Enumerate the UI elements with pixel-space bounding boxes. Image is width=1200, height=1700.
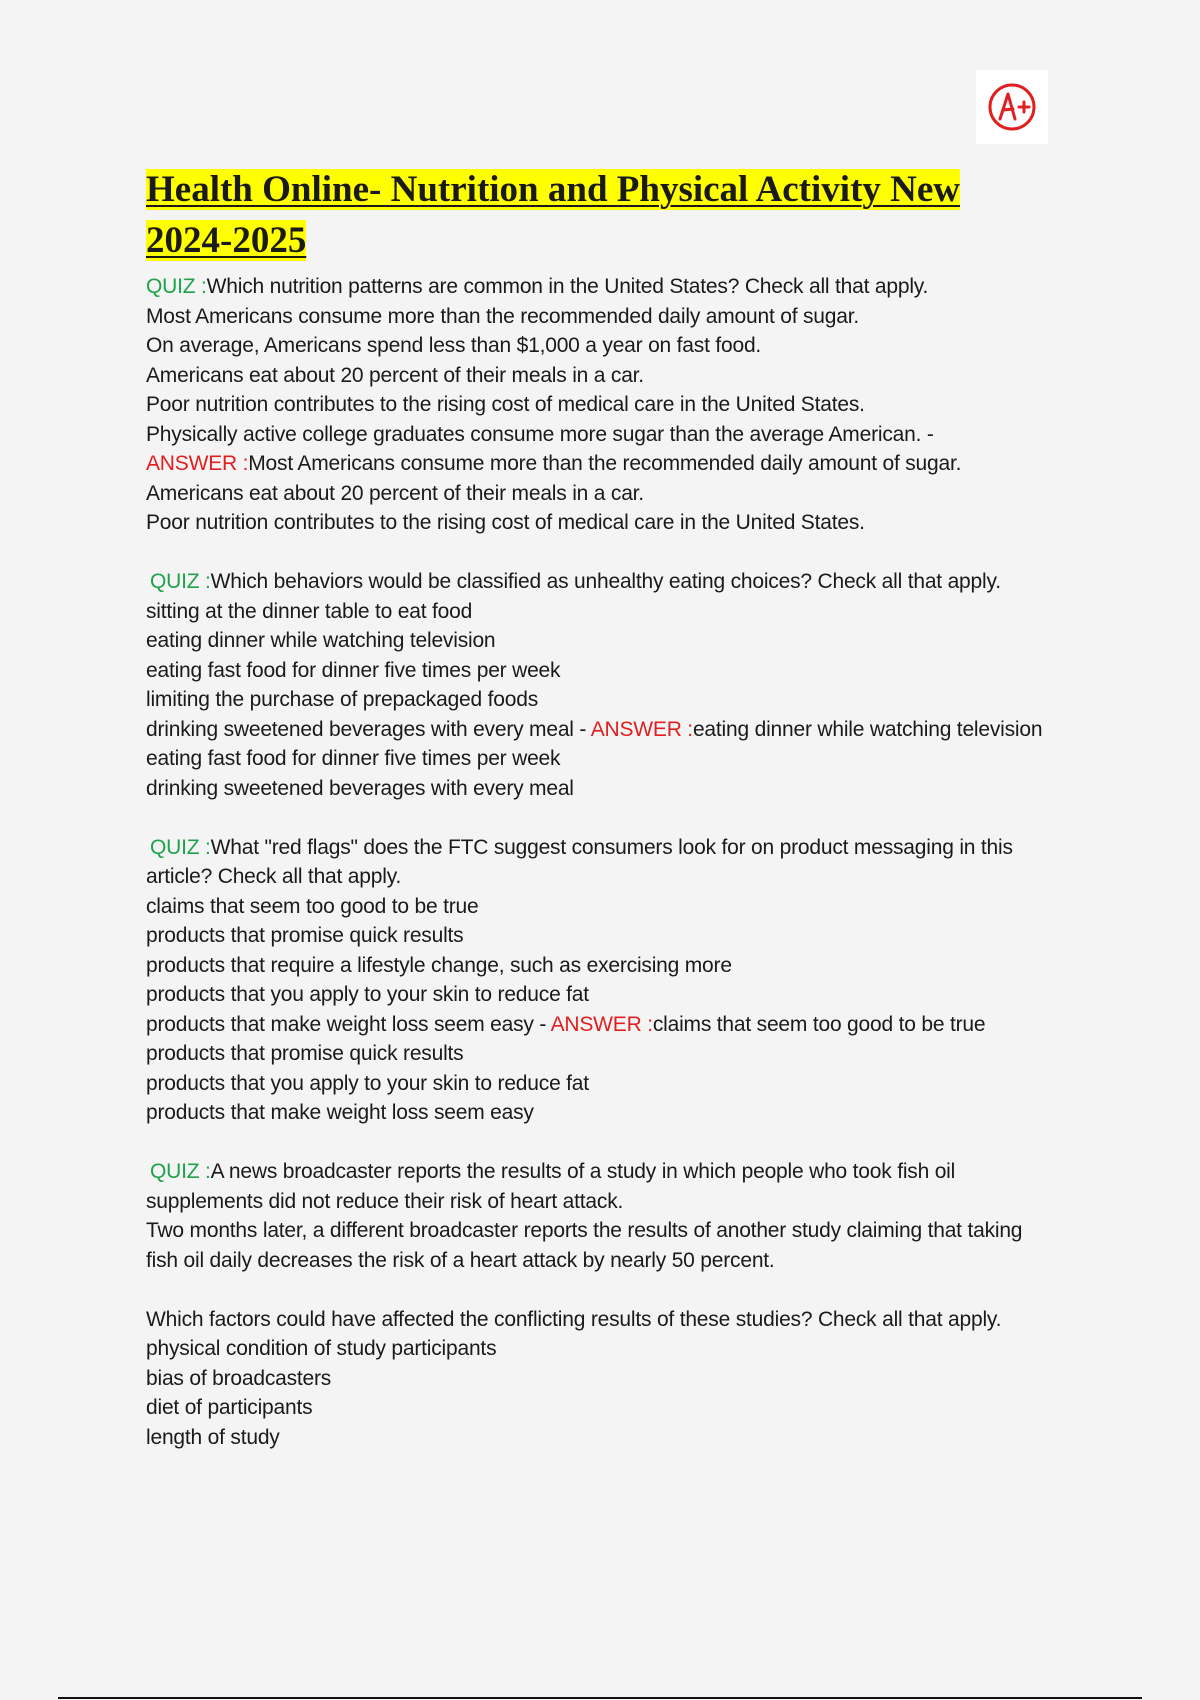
- answer-label: ANSWER :: [146, 452, 249, 475]
- answer-item: products that make weight loss seem easy: [146, 1101, 534, 1124]
- question-block-4: [146, 1157, 1056, 1452]
- option-item: length of study: [146, 1425, 280, 1449]
- option-item: products that require a lifestyle change, such as exercising more: [146, 953, 732, 977]
- question-prompt: Which factors could have affected the conflicting results of these studies? Check all that apply.: [146, 1307, 1002, 1331]
- answer-item: eating dinner while watching television: [692, 717, 1043, 741]
- question-block-2: [146, 567, 1056, 803]
- option-item: bias of broadcasters: [146, 1366, 332, 1390]
- answer-line: [146, 449, 1056, 479]
- option-item: products that promise quick results: [146, 924, 464, 947]
- answer-label: ANSWER :: [590, 717, 693, 741]
- question-line: [146, 272, 1056, 302]
- option-item: On average, Americans spend less than $1,000 a year on fast food.: [146, 334, 762, 357]
- answer-line: [146, 1010, 1056, 1040]
- spacer: [146, 1128, 1056, 1158]
- option-item: eating fast food for dinner five times per week: [146, 658, 561, 682]
- option-item: products that make weight loss seem easy -: [146, 1012, 551, 1036]
- option-item: limiting the purchase of prepackaged foods: [146, 688, 539, 711]
- option-item: Physically active college graduates consume more sugar than the average American. -: [146, 422, 934, 446]
- answer-item: products that promise quick results: [146, 1042, 464, 1065]
- question-followup: Two months later, a different broadcaster reports the results of another study claiming that taking fish oil daily decreases the risk of a heart attack by nearly 50 percent.: [146, 1219, 1023, 1272]
- document-content: [146, 164, 1056, 1452]
- option-item: products that you apply to your skin to reduce fat: [146, 983, 589, 1006]
- question-text: What "red flags" does the FTC suggest consumers look for on product messaging in this article? Check all that apply.: [146, 835, 1013, 888]
- question-block-1: [146, 272, 1056, 538]
- quiz-label: QUIZ :: [150, 835, 211, 859]
- option-item: Most Americans consume more than the recommended daily amount of sugar.: [146, 304, 859, 328]
- spacer: [146, 1275, 1056, 1305]
- answer-item: products that you apply to your skin to reduce fat: [146, 1071, 589, 1095]
- quiz-label: QUIZ :: [150, 1160, 211, 1183]
- option-item: Americans eat about 20 percent of their meals in a car.: [146, 363, 644, 387]
- option-item: sitting at the dinner table to eat food: [146, 599, 473, 623]
- question-line: [146, 567, 1056, 597]
- option-item: eating dinner while watching television: [146, 629, 496, 652]
- spacer: [146, 803, 1056, 833]
- option-item: drinking sweetened beverages with every meal -: [146, 717, 591, 741]
- question-line: [146, 1157, 1056, 1216]
- option-item: physical condition of study participants: [146, 1337, 497, 1360]
- option-item: Poor nutrition contributes to the rising cost of medical care in the United States.: [146, 393, 865, 416]
- quiz-label: QUIZ :: [146, 275, 207, 298]
- answer-label: ANSWER :: [550, 1012, 653, 1036]
- a-plus-grade-icon: [984, 79, 1040, 135]
- answer-item: claims that seem too good to be true: [652, 1012, 986, 1036]
- question-block-3: [146, 833, 1056, 1128]
- answer-line: [146, 715, 1056, 745]
- answer-item: Most Americans consume more than the recommended daily amount of sugar.: [248, 452, 962, 475]
- question-text: Which behaviors would be classified as unhealthy eating choices? Check all that apply.: [210, 570, 1001, 593]
- bottom-divider: [58, 1697, 1142, 1699]
- answer-item: eating fast food for dinner five times per week: [146, 747, 561, 770]
- question-text: Which nutrition patterns are common in the United States? Check all that apply.: [206, 275, 929, 298]
- option-item: diet of participants: [146, 1396, 313, 1419]
- quiz-label: QUIZ :: [150, 570, 211, 593]
- document-title: Health Online- Nutrition and Physical Activity New 2024-2025: [146, 169, 960, 261]
- question-line: [146, 833, 1056, 892]
- option-item: claims that seem too good to be true: [146, 894, 479, 918]
- answer-item: Poor nutrition contributes to the rising cost of medical care in the United States.: [146, 511, 865, 534]
- answer-item: Americans eat about 20 percent of their meals in a car.: [146, 481, 644, 505]
- answer-item: drinking sweetened beverages with every meal: [146, 776, 574, 800]
- grade-badge: [976, 70, 1048, 144]
- title-block: [146, 164, 1046, 266]
- spacer: [146, 538, 1056, 568]
- question-text: A news broadcaster reports the results of a study in which people who took fish oil supplements did not reduce their risk of heart attack.: [146, 1160, 956, 1213]
